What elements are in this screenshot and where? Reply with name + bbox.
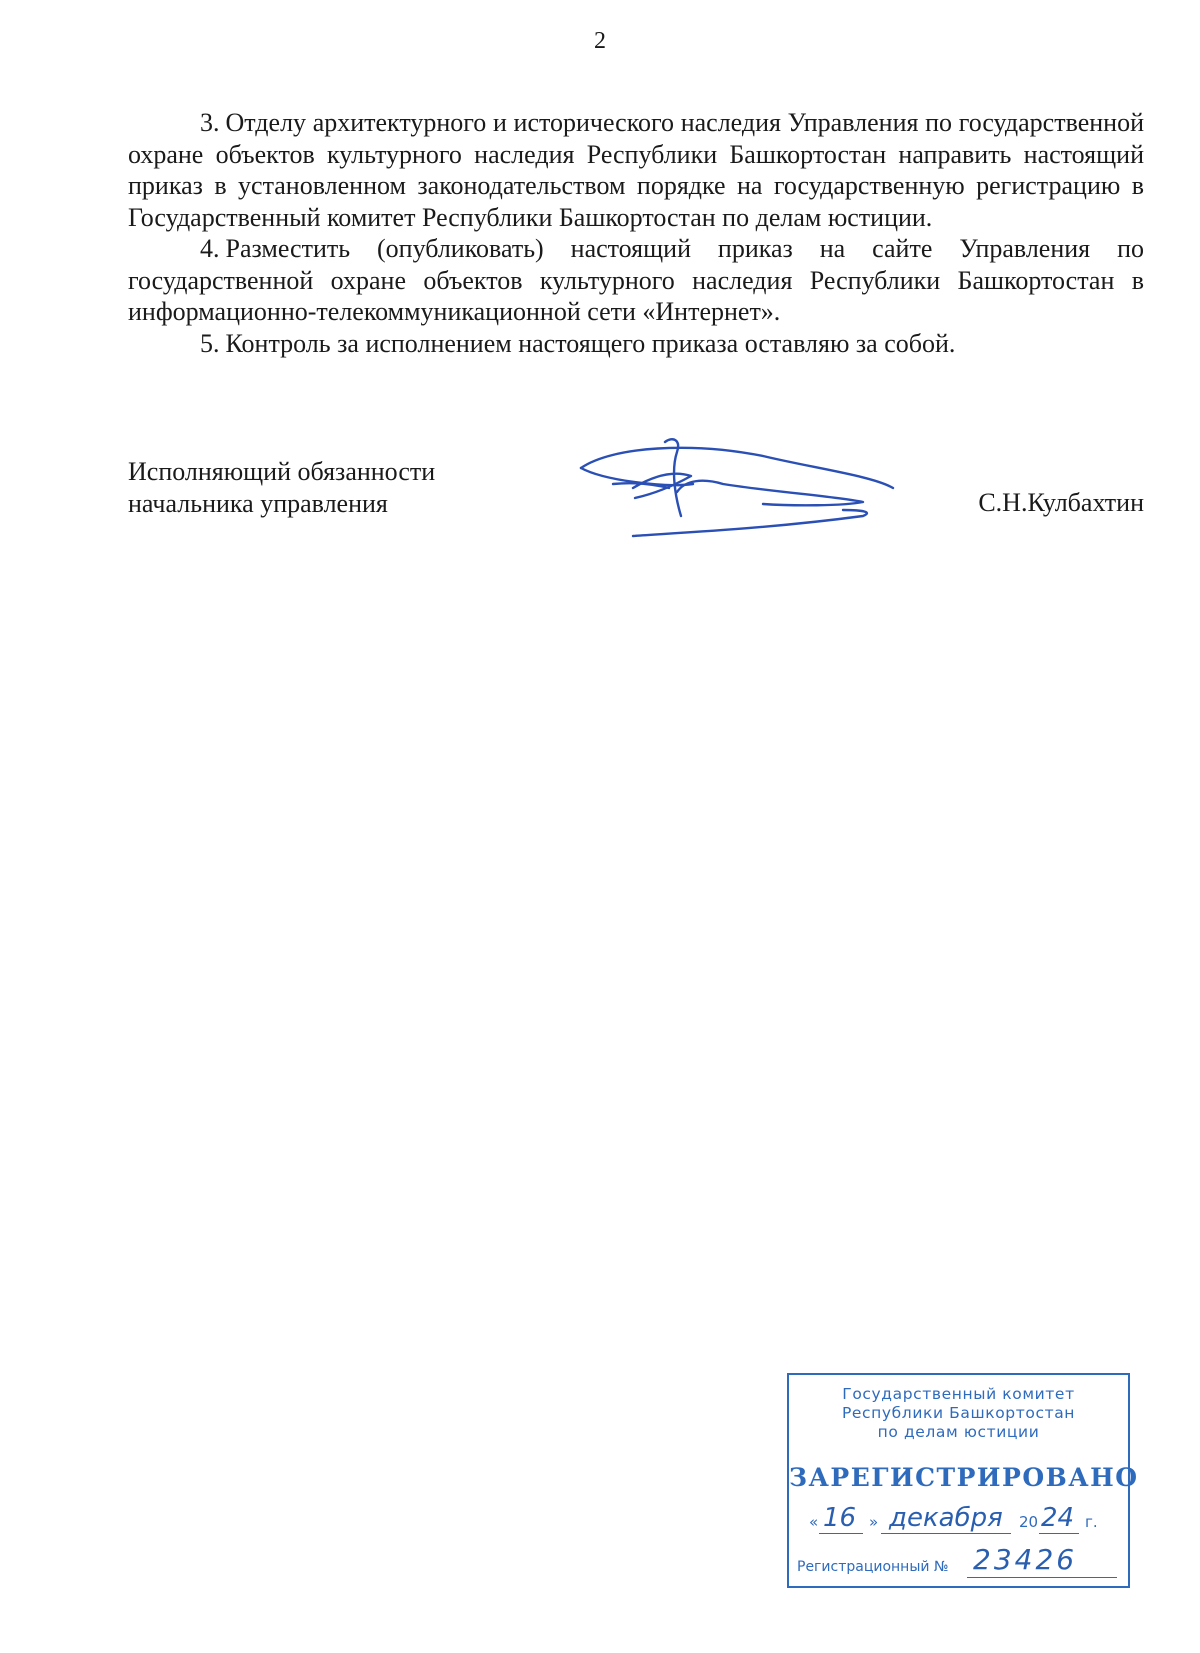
signer-position: [128, 456, 435, 519]
year-prefix: 20: [1019, 1513, 1039, 1531]
paragraph-3: [128, 107, 1144, 233]
registration-number-label: Регистрационный №: [797, 1559, 949, 1575]
handwritten-signature-icon: [573, 436, 903, 546]
paragraph-text: Контроль за исполнением настоящего приказа оставляю за собой.: [225, 328, 956, 358]
paragraph-number: 5.: [200, 328, 220, 358]
position-line: начальника управления: [128, 488, 388, 518]
paragraph-text: Отделу архитектурного и исторического наследия Управления по государственной охране объектов культурного наследия Республики Башкортостан направить настоящий приказ в установленном законодательством порядке на государственную регистрацию в Государственный комитет Республики Башкортостан по делам юстиции.: [128, 108, 1144, 232]
registration-number-underline: [967, 1577, 1117, 1578]
stamp-organization: [789, 1385, 1128, 1442]
year-underline: [1039, 1533, 1079, 1534]
signature-block: [128, 456, 1144, 546]
stamp-year: 24: [1041, 1503, 1075, 1533]
stamp-date: [809, 1503, 1109, 1539]
order-body: [128, 107, 1144, 359]
paragraph-text: Разместить (опубликовать) настоящий приказ на сайте Управления по государственной охране объектов культурного наследия Республики Башкортостан в информационно-телекоммуникационной сети «Интернет».: [128, 234, 1144, 326]
signer-name: С.Н.Кулбахтин: [978, 488, 1144, 517]
registration-number-value: 23426: [973, 1543, 1078, 1576]
paragraph-number: 4.: [200, 234, 220, 263]
paragraph-number: 3.: [200, 108, 220, 137]
year-unit: г.: [1085, 1513, 1098, 1531]
stamp-org-line: по делам юстиции: [877, 1423, 1040, 1441]
stamp-month: декабря: [889, 1503, 1003, 1533]
position-line: Исполняющий обязанности: [128, 457, 436, 486]
page-number: 2: [594, 28, 606, 54]
day-underline: [819, 1533, 863, 1534]
stamp-day: 16: [823, 1503, 857, 1533]
stamp-org-line: Государственный комитет: [842, 1385, 1075, 1403]
stamp-registered-label: ЗАРЕГИСТРИРОВАНО: [789, 1463, 1139, 1492]
paragraph-4: [128, 233, 1144, 328]
quote-open: «: [809, 1513, 819, 1531]
stamp-org-line: Республики Башкортостан: [841, 1404, 1076, 1422]
month-underline: [881, 1533, 1011, 1534]
quote-close: »: [869, 1513, 879, 1531]
registration-stamp: [787, 1373, 1139, 1588]
stamp-registration-number: [797, 1543, 1117, 1581]
paragraph-5: [128, 328, 1144, 360]
